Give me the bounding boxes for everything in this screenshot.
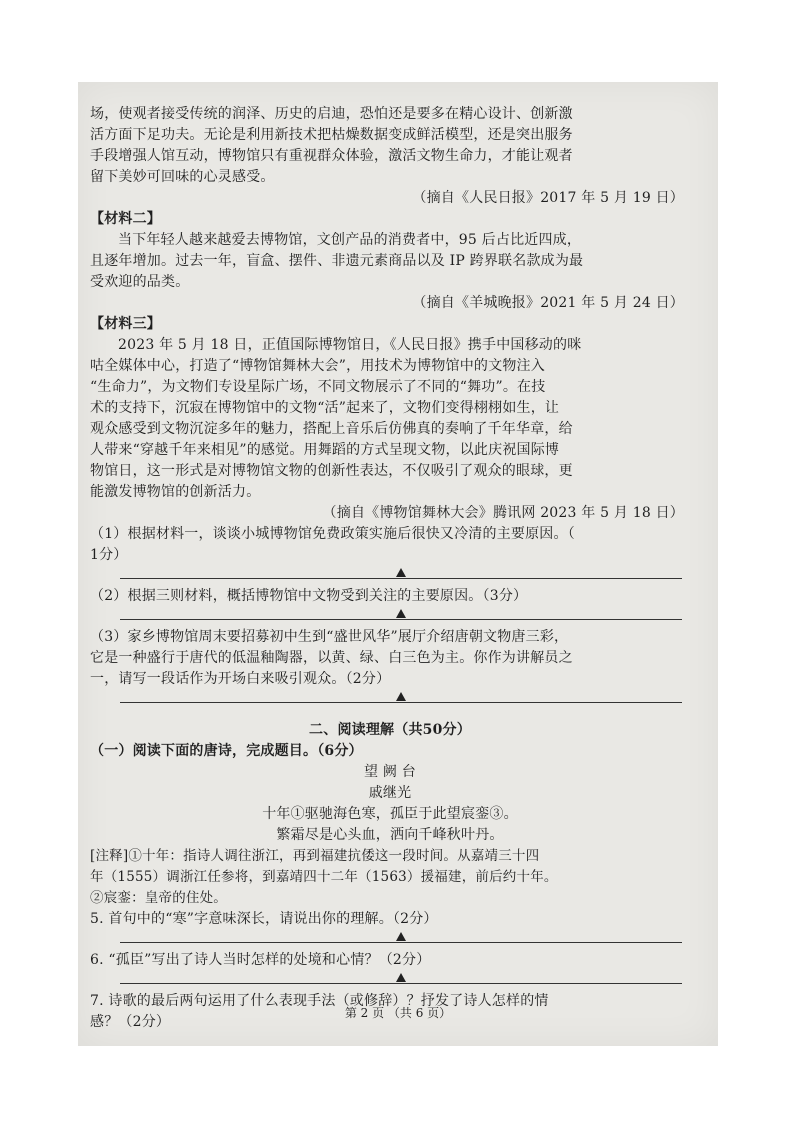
poem-line: 繁霜尽是心头血，洒向千峰秋叶丹。 (276, 827, 504, 843)
question-5 (90, 909, 690, 946)
text-line: 受欢迎的品类。 (90, 274, 190, 290)
answer-line[interactable] (120, 692, 682, 706)
triangle-marker-icon (396, 932, 406, 941)
text-line: 观众感受到文物沉淀多年的魅力，搭配上音乐后仿佛真的奏响了千年华章，给 (90, 421, 573, 437)
poem-line: 十年①驱驰海色寒，孤臣于此望宸銮③。 (262, 806, 518, 822)
question-text: 6. “孤臣”写出了诗人当时怎样的处境和心情？（2分） (90, 952, 431, 968)
text-line: 能激发博物馆的创新活力。 (90, 484, 261, 500)
question-text: 感？（2分） (90, 1014, 171, 1030)
poem-title: 望 阙 台 (364, 764, 416, 780)
question-1 (90, 524, 690, 582)
triangle-marker-icon (396, 609, 406, 618)
source-citation: （摘自《博物馆舞林大会》腾讯网 2023 年 5 月 18 日） (322, 505, 684, 521)
text-line: “生命力”，为文物们专设星际广场，不同文物展示了不同的“舞功”。在技 (90, 379, 546, 395)
text-line: 手段增强人馆互动，博物馆只有重视群众体验，激活文物生命力，才能让观者 (90, 148, 573, 164)
text-line: 人带来“穿越千年来相见”的感觉。用舞蹈的方式呈现文物，以此庆祝国际博 (90, 442, 560, 458)
text-line: 场，使观者接受传统的润泽、历史的启迪，恐怕还是要多在精心设计、创新激 (90, 106, 573, 122)
source-citation: （摘自《人民日报》2017 年 5 月 19 日） (412, 190, 684, 206)
triangle-marker-icon (396, 973, 406, 982)
question-text: 一，请写一段话作为开场白来吸引观众。（2分） (90, 671, 391, 687)
text-line: 当下年轻人越来越爱去博物馆，文创产品的消费者中，95 后占比近四成， (118, 232, 582, 248)
answer-line[interactable] (120, 932, 682, 946)
note-line: [注释]①十年：指诗人调往浙江，再到福建抗倭这一段时间。从嘉靖三十四 (90, 848, 540, 864)
answer-line[interactable] (120, 568, 682, 582)
answer-line[interactable] (120, 609, 682, 623)
question-text: （3）家乡博物馆周末要招募初中生到“盛世风华”展厅介绍唐朝文物唐三彩， (90, 629, 569, 645)
question-3 (90, 627, 690, 706)
question-text: 1分） (90, 547, 128, 563)
material-two (90, 209, 690, 314)
question-text: （2）根据三则材料，概括博物馆中文物受到关注的主要原因。（3分） (90, 588, 528, 604)
section-title: 二、阅读理解（共50分） (309, 722, 471, 738)
material-title: 【材料三】 (90, 316, 161, 332)
text-line: 物馆日，这一形式是对博物馆文物的创新性表达，不仅吸引了观众的眼球，更 (90, 463, 573, 479)
question-text: 它是一种盛行于唐代的低温釉陶器，以黄、绿、白三色为主。你作为讲解员之 (90, 650, 573, 666)
triangle-marker-icon (396, 692, 406, 701)
question-2 (90, 586, 690, 623)
note-line: 年（1555）调浙江任参将，到嘉靖四十二年（1563）援福建，前后约十年。 (90, 869, 558, 885)
question-6 (90, 950, 690, 987)
question-text: 7. 诗歌的最后两句运用了什么表现手法（或修辞）？抒发了诗人怎样的情 (90, 993, 549, 1009)
material-three (90, 314, 690, 524)
text-line: 且逐年增加。过去一年，盲盒、摆件、非遗元素商品以及 IP 跨界联名款成为最 (90, 253, 584, 269)
poem (90, 762, 690, 846)
text-line: 留下美妙可回味的心灵感受。 (90, 169, 275, 185)
source-citation: （摘自《羊城晚报》2021 年 5 月 24 日） (412, 295, 684, 311)
poem-notes (90, 846, 690, 909)
text-line: 咕全媒体中心，打造了“博物馆舞林大会”，用技术为博物馆中的文物注入 (90, 358, 545, 374)
material-one-tail (90, 104, 690, 209)
subsection-title: （一）阅读下面的唐诗，完成题目。（6分） (90, 743, 363, 759)
material-title: 【材料二】 (90, 211, 161, 227)
exam-page (78, 82, 718, 1046)
poem-author: 戚继光 (368, 785, 412, 801)
triangle-marker-icon (396, 568, 406, 577)
text-line: 活方面下足功夫。无论是利用新技术把枯燥数据变成鲜活模型，还是突出服务 (90, 127, 573, 143)
text-line: 2023 年 5 月 18 日，正值国际博物馆日，《人民日报》携手中国移动的咪 (118, 337, 582, 353)
question-text: 5. 首句中的“寒”字意味深长，请说出你的理解。（2分） (90, 911, 438, 927)
note-line: ②宸銮：皇帝的住处。 (90, 890, 227, 906)
question-text: （1）根据材料一，谈谈小城博物馆免费政策实施后很快又冷清的主要原因。（ (90, 526, 575, 542)
answer-line[interactable] (120, 973, 682, 987)
page-footer: 第 2 页 （共 6 页） (344, 1006, 452, 1020)
text-line: 术的支持下，沉寂在博物馆中的文物“活”起来了，文物们变得栩栩如生，让 (90, 400, 560, 416)
page-content (90, 104, 690, 1033)
